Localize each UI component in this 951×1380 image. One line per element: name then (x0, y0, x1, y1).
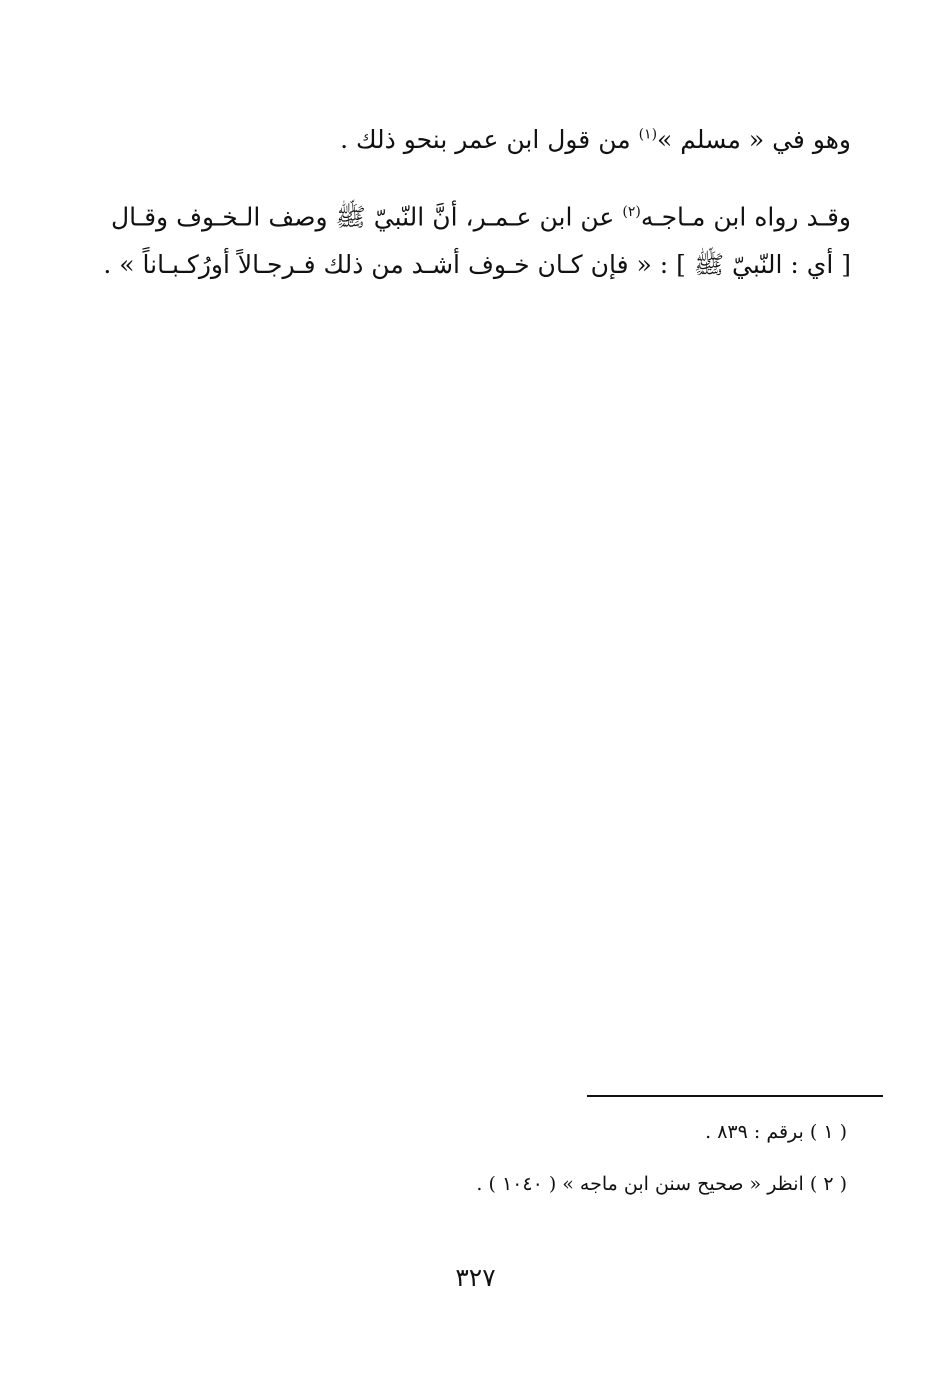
paragraph-2-text-start: وقـد رواه ابن مـاجـه (640, 202, 851, 232)
footnote-2: ( ٢ ) انظر « صحيح سنن ابن ماجه » ( ١٠٤٠ ) . (476, 1173, 847, 1195)
paragraph-2-text-end: عن ابن عـمـر، أنَّ النّبيّ ﷺ وصف الـخـوف وقـال (111, 202, 623, 232)
footnote-ref-2: (٢) (622, 204, 641, 220)
paragraph-2-line-1 (111, 188, 851, 241)
paragraph-1-text-end: من قول ابن عمر بنحو ذلك . (340, 125, 639, 154)
paragraph-1-text-start: وهو في « مسلم » (657, 125, 851, 154)
page-number: ٣٢٧ (455, 1263, 496, 1292)
paragraph-1-line (111, 125, 851, 154)
footnote-separator (587, 1095, 883, 1097)
footnote-ref-1: (١) (638, 126, 658, 143)
paragraph-2 (103, 188, 851, 289)
footnotes (347, 1118, 847, 1222)
paragraph-2-line-2: [ أي : النّبيّ ﷺ ] : « فإن كـان خـوف أشـد من ذلك فـرجـالاً أورُكـبـاناً » . (103, 250, 851, 280)
paragraph-1 (111, 125, 851, 154)
footnote-1: ( ١ ) برقم : ٨٣٩ . (705, 1121, 847, 1143)
